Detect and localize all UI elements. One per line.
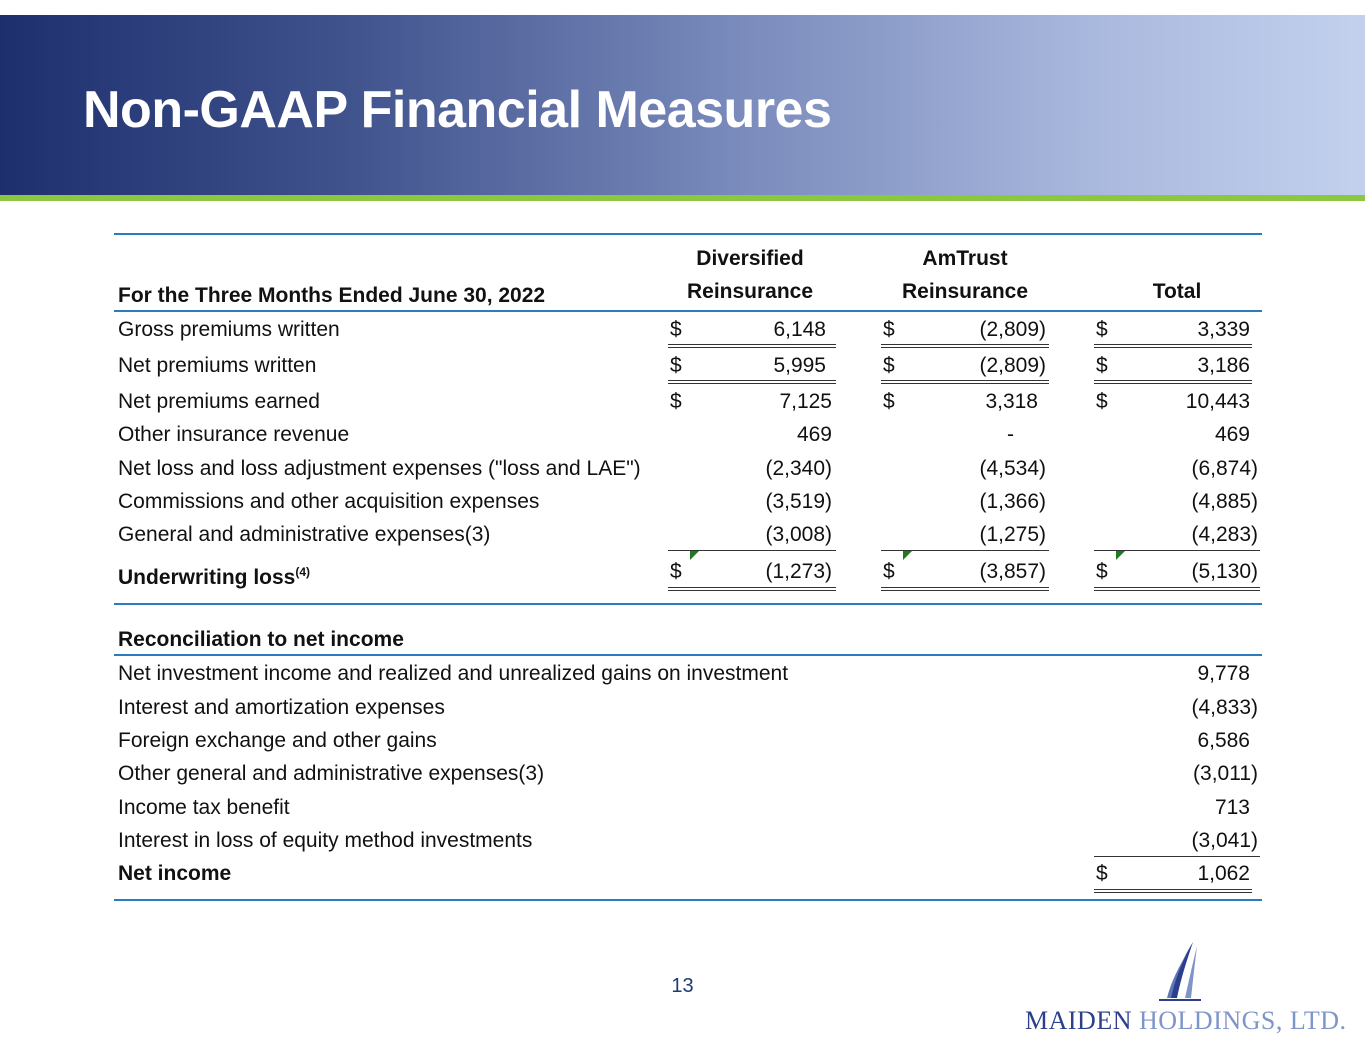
currency-symbol: $ xyxy=(883,354,895,377)
cell-amtrust: 3,318 xyxy=(985,390,1038,413)
double-underline xyxy=(1094,344,1252,348)
cell-diversified: (3,008) xyxy=(765,523,832,546)
cell-amtrust: (2,809) xyxy=(979,318,1046,341)
cell-amtrust: (2,809) xyxy=(979,354,1046,377)
table-row xyxy=(114,486,1262,518)
underwriting-loss-row xyxy=(114,556,1262,588)
net-income-label: Net income xyxy=(118,862,232,885)
net-income-row xyxy=(114,858,1262,890)
table-row xyxy=(114,453,1262,485)
double-underline xyxy=(668,344,836,348)
currency-symbol: $ xyxy=(1096,862,1108,885)
section-rule xyxy=(114,603,1262,605)
table-row xyxy=(114,419,1262,451)
cell-total: 10,443 xyxy=(1185,390,1250,413)
currency-symbol: $ xyxy=(883,390,895,413)
double-underline xyxy=(1094,380,1252,384)
top-strip xyxy=(0,0,1365,15)
row-label: Commissions and other acquisition expenses xyxy=(118,490,540,513)
row-label: Net investment income and realized and unrealized gains on investment xyxy=(118,662,789,685)
double-underline xyxy=(881,344,1049,348)
reconciliation-rule xyxy=(114,654,1262,656)
cell-total: (4,833) xyxy=(1191,696,1258,719)
cell-diversified: (3,519) xyxy=(765,490,832,513)
currency-symbol: $ xyxy=(883,318,895,341)
logo-word-holdings: HOLDINGS, LTD. xyxy=(1139,1006,1347,1035)
row-label: Other general and administrative expenses(3) xyxy=(118,762,545,785)
cell-diversified: 5,995 xyxy=(773,354,826,377)
cell-total: (3,041) xyxy=(1191,829,1258,852)
row-label: Income tax benefit xyxy=(118,796,290,819)
col1-header-line1: Diversified xyxy=(696,247,804,270)
cell-diversified: (2,340) xyxy=(765,457,832,480)
table-row xyxy=(114,658,1262,690)
currency-symbol: $ xyxy=(670,390,682,413)
double-underline xyxy=(668,587,836,591)
cell-total: (4,283) xyxy=(1191,523,1258,546)
cell-total: (6,874) xyxy=(1191,457,1258,480)
cell-diversified: 6,148 xyxy=(773,318,826,341)
table-row xyxy=(114,792,1262,824)
cell-total: (5,130) xyxy=(1191,560,1258,583)
reconciliation-heading: Reconciliation to net income xyxy=(118,628,404,651)
col3-header: Total xyxy=(1152,280,1202,303)
double-underline xyxy=(1094,889,1252,893)
double-underline xyxy=(1094,587,1260,591)
currency-symbol: $ xyxy=(1096,354,1108,377)
row-label: Interest and amortization expenses xyxy=(118,696,445,719)
row-label: Net premiums written xyxy=(118,354,317,377)
cell-total: 3,186 xyxy=(1197,354,1250,377)
currency-symbol: $ xyxy=(670,318,682,341)
net-income-value: 1,062 xyxy=(1197,862,1250,885)
underwriting-label: Underwriting loss$^{(4)}$ xyxy=(118,565,311,589)
currency-symbol: $ xyxy=(670,354,682,377)
col2-header-line2: Reinsurance xyxy=(901,280,1029,303)
cell-diversified: 469 xyxy=(796,423,832,446)
table-row xyxy=(114,314,1262,346)
double-underline xyxy=(881,587,1049,591)
cell-total: 9,778 xyxy=(1197,662,1250,685)
col1-header-line2: Reinsurance xyxy=(686,280,814,303)
currency-symbol: $ xyxy=(883,560,895,583)
cell-total: (4,885) xyxy=(1191,490,1258,513)
cell-amtrust: (1,275) xyxy=(979,523,1046,546)
currency-symbol: $ xyxy=(1096,560,1108,583)
cell-amtrust: (3,857) xyxy=(979,560,1046,583)
company-logo-text xyxy=(1025,1006,1347,1036)
table-row xyxy=(114,725,1262,757)
table-row xyxy=(114,386,1262,418)
cell-total: 6,586 xyxy=(1197,729,1250,752)
table-row xyxy=(114,519,1262,551)
table-top-rule xyxy=(114,233,1262,235)
cell-total: 713 xyxy=(1214,796,1250,819)
double-underline xyxy=(881,380,1049,384)
double-underline xyxy=(668,380,836,384)
row-label: General and administrative expenses(3) xyxy=(118,523,491,546)
financial-table xyxy=(114,233,1262,903)
cell-amtrust: - xyxy=(1007,423,1014,446)
cell-diversified: (1,273) xyxy=(765,560,832,583)
cell-amtrust: (1,366) xyxy=(979,490,1046,513)
footnote-marker: (4) xyxy=(295,565,311,579)
period-label: For the Three Months Ended June 30, 2022 xyxy=(118,284,546,307)
banner-accent-line xyxy=(0,195,1365,201)
row-label: Foreign exchange and other gains xyxy=(118,729,437,752)
cell-total: (3,011) xyxy=(1193,762,1258,785)
cell-diversified: 7,125 xyxy=(779,390,832,413)
currency-symbol: $ xyxy=(670,560,682,583)
header-rule xyxy=(114,310,1262,312)
row-label: Net loss and loss adjustment expenses ("loss and LAE") xyxy=(118,457,641,480)
slide-title: Non-GAAP Financial Measures xyxy=(83,81,832,139)
table-row xyxy=(114,692,1262,724)
table-row xyxy=(114,350,1262,382)
row-label: Net premiums earned xyxy=(118,390,320,413)
table-row xyxy=(114,825,1262,857)
cell-total: 469 xyxy=(1214,423,1250,446)
cell-total: 3,339 xyxy=(1197,318,1250,341)
col2-header-line1: AmTrust xyxy=(922,247,1008,270)
cell-amtrust: (4,534) xyxy=(979,457,1046,480)
row-label: Gross premiums written xyxy=(118,318,340,341)
page-number: 13 xyxy=(671,975,694,997)
table-bottom-rule xyxy=(114,899,1262,901)
sail-icon xyxy=(1155,940,1205,1002)
single-underline xyxy=(1094,856,1260,857)
logo-word-maiden: MAIDEN xyxy=(1025,1006,1132,1035)
currency-symbol: $ xyxy=(1096,390,1108,413)
table-row xyxy=(114,758,1262,790)
currency-symbol: $ xyxy=(1096,318,1108,341)
row-label: Other insurance revenue xyxy=(118,423,350,446)
row-label: Interest in loss of equity method investments xyxy=(118,829,533,852)
